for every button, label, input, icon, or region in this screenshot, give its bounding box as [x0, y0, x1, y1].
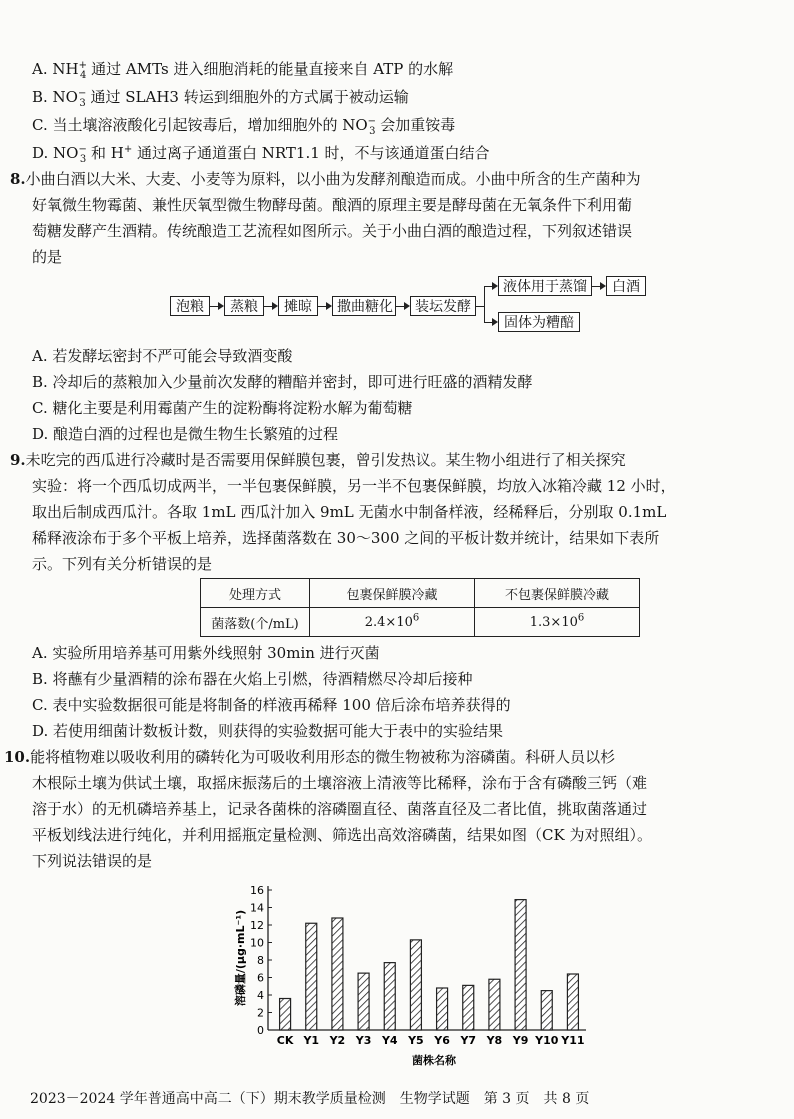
- chart-bar: [437, 988, 448, 1030]
- flow-arrow: [592, 286, 604, 287]
- chart-y-tick-label: 2: [257, 1006, 264, 1020]
- chart-x-tick-label: Y6: [434, 1034, 450, 1047]
- q10-line-1: 10.能将植物难以吸收利用的磷转化为可吸收利用形态的微生物被称为溶磷菌。科研人员以杉: [4, 748, 616, 766]
- q8-line-4: 的是: [32, 248, 63, 266]
- chart-y-tick-label: 10: [250, 936, 264, 950]
- flow-branch-vertical: [484, 286, 485, 322]
- flow-step-1: 泡粮: [170, 296, 210, 316]
- table-header: 包裹保鲜膜冷藏: [310, 579, 475, 608]
- q10-line-3: 溶于水）的无机磷培养基上，记录各菌株的溶磷圈直径、菌落直径及二者比值，挑取菌落通过: [32, 800, 648, 818]
- q8-option-b: B. 冷却后的蒸粮加入少量前次发酵的糟醅并密封，即可进行旺盛的酒精发酵: [32, 373, 533, 391]
- chart-bar: [332, 918, 343, 1030]
- chart-bar: [410, 940, 421, 1030]
- q9-line-5: 示。下列有关分析错误的是: [32, 555, 213, 573]
- flow-final-liquor: 白酒: [606, 276, 646, 296]
- table-header-row: [201, 579, 640, 608]
- chart-bar: [306, 923, 317, 1030]
- chart-bar: [515, 900, 526, 1030]
- chart-y-tick-label: 16: [250, 884, 264, 897]
- chart-bar: [541, 991, 552, 1030]
- flow-step-4: 撒曲糖化: [332, 296, 396, 316]
- q9-option-b: B. 将蘸有少量酒精的涂布器在火焰上引燃，待酒精燃尽冷却后接种: [32, 670, 473, 688]
- q8-option-d: D. 酿造白酒的过程也是微生物生长繁殖的过程: [32, 425, 339, 443]
- q9-line-4: 稀释液涂布于多个平板上培养，选择菌落数在 30～300 之间的平板计数并统计，结果如下表所: [32, 529, 660, 547]
- page-footer: 2023－2024 学年普通高中高二（下）期末教学质量检测 生物学试题 第 3 页 共 8 页: [30, 1091, 590, 1107]
- chart-bar: [358, 973, 369, 1030]
- flow-arrow: [318, 306, 330, 307]
- chart-x-tick-label: Y10: [535, 1034, 559, 1047]
- flow-branch-solid: 固体为糟醅: [498, 312, 580, 332]
- flow-branch-stem: [476, 306, 484, 307]
- q7-option-b: B. $NO^-_3$ 通过 SLAH3 转运到细胞外的方式属于被动运输: [32, 88, 409, 109]
- q10-line-5: 下列说法错误的是: [32, 852, 153, 870]
- table-row-label: 菌落数(个/mL): [201, 608, 310, 637]
- flow-arrow: [484, 286, 496, 287]
- chart-x-tick-label: Y1: [303, 1034, 320, 1047]
- q9-option-d: D. 若使用细菌计数板计数，则获得的实验数据可能大于表中的实验结果: [32, 722, 504, 740]
- q7-option-c: C. 当土壤溶液酸化引起铵毒后，增加细胞外的 $NO^-_3$ 会加重铵毒: [32, 116, 456, 137]
- chart-x-tick-label: Y3: [355, 1034, 372, 1047]
- q8-line-2: 好氧微生物霉菌、兼性厌氧型微生物酵母菌。酿酒的原理主要是酵母菌在无氧条件下利用葡: [32, 196, 633, 214]
- q8-line-3: 萄糖发酵产生酒精。传统酿造工艺流程如图所示。关于小曲白酒的酿造过程，下列叙述错误: [32, 222, 633, 240]
- q9-line-1: 9.未吃完的西瓜进行冷藏时是否需要用保鲜膜包裹，曾引发热议。某生物小组进行了相关探究: [10, 451, 626, 469]
- flow-arrow: [210, 306, 222, 307]
- chart-y-tick-label: 0: [257, 1024, 264, 1037]
- chart-bar: [489, 979, 500, 1030]
- chart-y-tick-label: 14: [250, 901, 264, 915]
- q8-option-c: C. 糖化主要是利用霉菌产生的淀粉酶将淀粉水解为葡萄糖: [32, 399, 413, 417]
- flow-arrow: [396, 306, 408, 307]
- colony-count-table: [200, 578, 640, 637]
- flow-branch-liquid: 液体用于蒸馏: [498, 276, 592, 296]
- table-row: [201, 608, 640, 637]
- chart-x-tick-label: Y7: [460, 1034, 477, 1047]
- chart-x-tick-label: CK: [276, 1034, 294, 1047]
- chart-y-tick-label: 12: [250, 919, 264, 932]
- flow-step-5: 装坛发酵: [410, 296, 476, 316]
- q7-option-d: D. $NO^-_3$ 和 H+ 通过离子通道蛋白 NRT1.1 时，不与该通道蛋白结合: [32, 144, 490, 165]
- chart-bar: [280, 999, 291, 1031]
- q10-line-2: 木根际土壤为供试土壤，取摇床振荡后的土壤溶液上清液等比稀释，涂布于含有磷酸三钙（难: [32, 774, 648, 792]
- chart-x-tick-label: Y11: [561, 1034, 585, 1047]
- table-cell: $2.4\times 10^6$: [310, 608, 475, 637]
- table-header: 处理方式: [201, 579, 310, 608]
- flow-arrow: [484, 322, 496, 323]
- q7-option-a: A. $NH^+_4$ 通过 AMTs 进入细胞消耗的能量直接来自 ATP 的水解: [32, 60, 454, 81]
- chart-bar: [567, 974, 578, 1030]
- chart-x-tick-label: Y5: [408, 1034, 424, 1047]
- chart-y-axis-label: 溶磷量/(μg·mL⁻¹): [234, 909, 247, 1007]
- chart-y-tick-label: 4: [257, 989, 264, 1002]
- chart-x-tick-label: Y9: [512, 1034, 529, 1047]
- chart-x-tick-label: Y2: [329, 1034, 346, 1047]
- table-cell: $1.3\times 10^6$: [475, 608, 640, 637]
- q8-line-1: 8.小曲白酒以大米、大麦、小麦等为原料，以小曲为发酵剂酿造而成。小曲中所含的生产菌种为: [10, 170, 641, 188]
- table-header: 不包裹保鲜膜冷藏: [475, 579, 640, 608]
- flow-step-3: 摊晾: [278, 296, 318, 316]
- q9-line-2: 实验：将一个西瓜切成两半，一半包裹保鲜膜，另一半不包裹保鲜膜，均放入冰箱冷藏 12 小时，: [32, 477, 676, 495]
- chart-y-tick-label: 8: [257, 954, 264, 967]
- q10-line-4: 平板划线法进行纯化，并利用摇瓶定量检测、筛选出高效溶磷菌，结果如图（CK 为对照组）。: [32, 826, 652, 844]
- chart-x-tick-label: Y8: [486, 1034, 503, 1047]
- q9-option-c: C. 表中实验数据很可能是将制备的样液再稀释 100 倍后涂布培养获得的: [32, 696, 511, 714]
- chart-bar: [384, 963, 395, 1030]
- chart-x-axis-label: 菌株名称: [412, 1054, 456, 1067]
- chart-x-tick-label: Y4: [381, 1034, 398, 1047]
- chart-y-tick-label: 6: [257, 971, 264, 985]
- flow-step-2: 蒸粮: [224, 296, 264, 316]
- chart-bar: [463, 985, 474, 1030]
- flow-arrow: [264, 306, 276, 307]
- q9-option-a: A. 实验所用培养基可用紫外线照射 30min 进行灭菌: [32, 644, 380, 662]
- q8-option-a: A. 若发酵坛密封不严可能会导致酒变酸: [32, 347, 293, 365]
- phosphate-solubilization-bar-chart: [220, 878, 600, 1068]
- q9-line-3: 取出后制成西瓜汁。各取 1mL 西瓜汁加入 9mL 无菌水中制备样液，经稀释后，分别取 0.1mL: [32, 503, 667, 521]
